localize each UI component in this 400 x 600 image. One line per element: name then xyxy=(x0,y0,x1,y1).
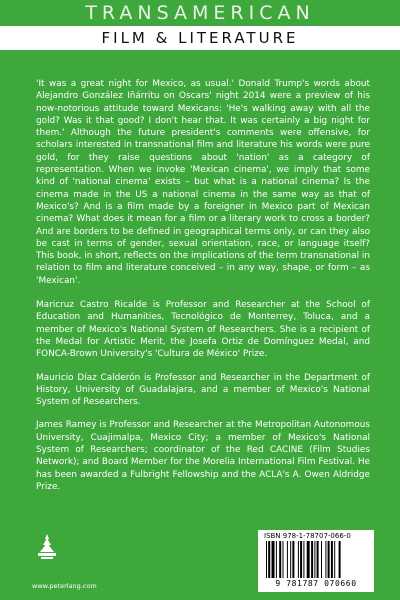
publisher-url: www.peterlang.com xyxy=(32,582,97,590)
barcode-bar xyxy=(266,541,267,578)
peter-lang-logo-icon xyxy=(32,532,62,562)
barcode-bar xyxy=(283,541,284,578)
isbn-label: ISBN 978-1-78707-066-0 xyxy=(264,532,351,540)
barcode-bar xyxy=(292,541,294,578)
barcode-bar xyxy=(276,541,277,578)
barcode-bar xyxy=(328,541,330,578)
back-cover-text xyxy=(36,78,370,504)
barcode-bars xyxy=(264,541,368,578)
barcode-bar xyxy=(279,541,281,578)
barcode-bar xyxy=(307,541,310,578)
barcode-bar xyxy=(290,541,291,578)
barcode xyxy=(258,530,374,592)
barcode-bar xyxy=(317,541,319,578)
series-title: TRANSAMERICAN xyxy=(0,0,400,26)
barcode-number: 9 781787 070660 xyxy=(275,579,357,588)
barcode-bar xyxy=(321,541,322,578)
barcode-bar xyxy=(339,541,341,578)
author-bio-diaz-calderon: Mauricio Díaz Calderón is Professor and Researcher in the Department of History, University of Guadalajara, and a member of Mexico's National System of Researchers. xyxy=(36,372,370,408)
author-bio-castro-ricalde: Maricruz Castro Ricalde is Professor and Researcher at the School of Education and Humanities, Tecnológico de Monterrey, Toluca, and a member of Mexico's National System of Researchers. She is a recipient of the Medal for Artistic Merit, the Josefa Ortiz de Domínguez Medal, and FONCA-Brown University's 'Cultura de México' Prize. xyxy=(36,300,370,360)
barcode-bar xyxy=(287,541,288,578)
series-subtitle: FILM & LITERATURE xyxy=(0,26,400,50)
barcode-bar xyxy=(272,541,275,578)
barcode-bar xyxy=(300,541,302,578)
author-bio-ramey: James Ramey is Professor and Researcher at the Metropolitan Autonomous University, Cuajimalpa, Mexico City; a member of Mexico's National System of Researchers; coordinator of the Red CACINE (Film Studies Network); and Board Member for the Morelia International Film Festival. He has been awarded a Fulbright Fellowship and the ACLA's A. Owen Aldridge Prize. xyxy=(36,420,370,492)
barcode-bar xyxy=(314,541,315,578)
barcode-bar xyxy=(268,541,270,578)
barcode-bar xyxy=(325,541,326,578)
barcode-bar xyxy=(298,541,299,578)
book-blurb: 'It was a great night for Mexico, as usual.' Donald Trump's words about Alejandro González Iñárritu on Oscars' night 2014 were a preview of his now-notorious attitude toward Mexicans: 'He's walking away with all the gold? Was it that good? I don't hear that. It was certainly a big night for them.' Although the future president's comments were offensive, for scholars interested in transnational film and literature his words were pure gold, for they raise questions about 'nation' as a category of representation. When we invoke 'Mexican cinema', we imply that some kind of 'national cinema' exists – but what is a national cinema? Is the cinema made in the US a national cinema in the same way as that of Mexico's? And is a film made by a foreigner in Mexico part of Mexican cinema? What does it mean for a film or a literary work to cross a border? And are borders to be defined in geographical terms only, or can they also be cast in terms of gender, sexual orientation, race, or language itself? This book, in short, reflects on the implications of the term transnational in relation to film and literature conceived – in any way, shape, or form – as 'Mexican'. xyxy=(36,79,370,286)
barcode-bar xyxy=(303,541,304,578)
barcode-bar xyxy=(334,541,335,578)
barcode-bar xyxy=(331,541,333,578)
barcode-bar xyxy=(311,541,313,578)
